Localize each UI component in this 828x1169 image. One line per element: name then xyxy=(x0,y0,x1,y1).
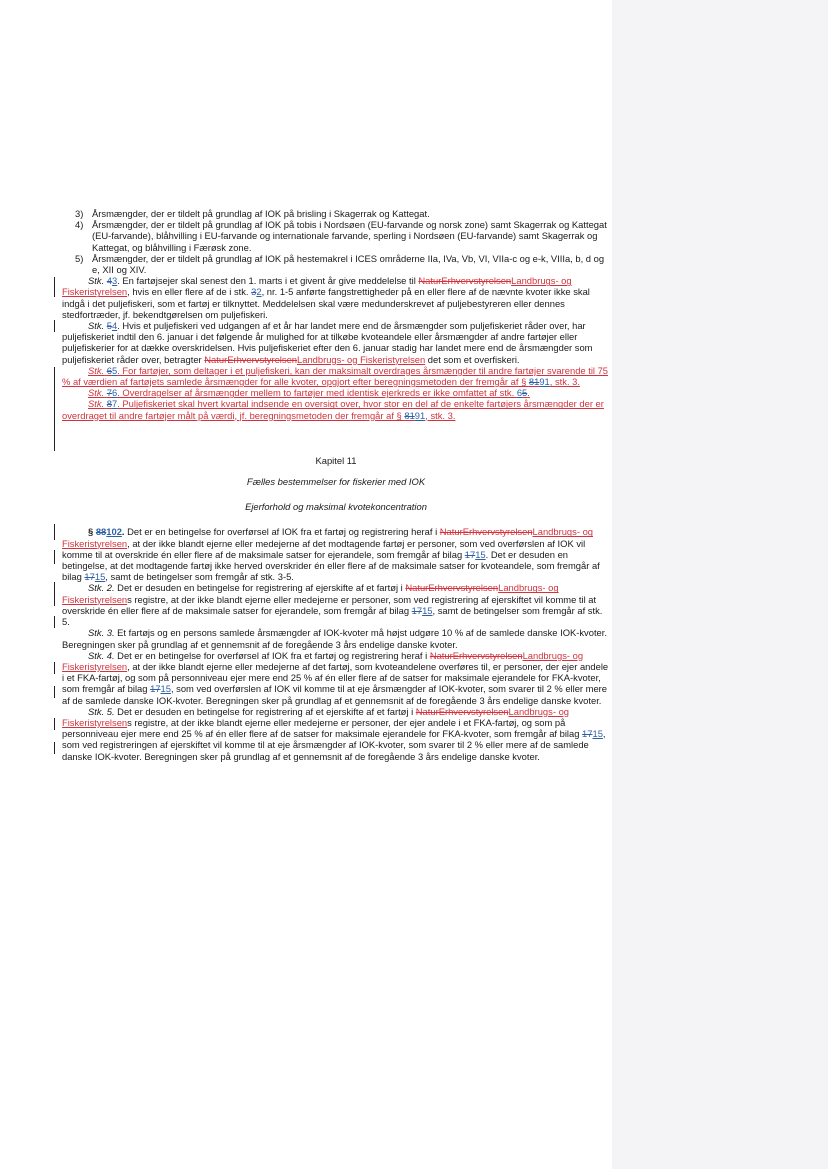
deleted-agency: NaturErhvervstyrelsen xyxy=(439,526,533,538)
section-paragraph-1 xyxy=(62,526,610,582)
paragraph-text: , samt de betingelser som fremgår af stk. 3-5. xyxy=(105,571,294,583)
paragraph-stk-7 xyxy=(62,398,610,420)
deleted-agency: NaturErhvervstyrelsen xyxy=(204,353,298,365)
change-bar xyxy=(54,582,55,606)
paragraph-text: s registre, at der ikke blandt ejerne eller medejerne er personer, der ejer andele i et FKA-fartøj, og som på personniveau ejer mere end 25 % af én eller flere af de satser for maksimale ejerandele for FKA-kvoter, som fremgår af bilag xyxy=(62,716,583,740)
change-bar xyxy=(54,686,55,698)
section-paragraph-4 xyxy=(62,650,610,706)
inserted-reference: 6 xyxy=(516,387,523,399)
paragraph-text: , at der ikke blandt ejerne eller medejerne af det fartøj, som kvoteandelene overføres til, er personer, der ejer andele i et FKA-fartøj, og som på personniveau ejer mere end 25 % af én eller flere af de satser for maksimale ejerandele for FKA-kvoter, som fremgår af bilag xyxy=(62,660,609,695)
deleted-number: 4 xyxy=(106,275,112,287)
list-number: 3) xyxy=(75,208,84,219)
stk-label: Stk. xyxy=(88,398,105,410)
inserted-reference: 2 xyxy=(256,286,262,298)
inserted-agency: Landbrugs- og Fiskeristyrelsen xyxy=(62,526,593,549)
deleted-agency: NaturErhvervstyrelsen xyxy=(415,705,509,717)
change-bar xyxy=(54,662,55,674)
inserted-reference: 91 xyxy=(414,409,426,421)
deleted-reference: 5 xyxy=(522,387,528,399)
deleted-agency: NaturErhvervstyrelsen xyxy=(418,275,512,287)
inserted-reference: 15 xyxy=(160,683,171,695)
paragraph-text: , at der ikke blandt ejerne eller medejerne af det modtagende fartøj er personer, som ved overførslen af IOK vil komme til at overskride én eller flere af de maksimale satser for ejerandele, som fremgår af bilag xyxy=(62,537,586,560)
paragraph-text: Det er desuden en betingelse for registrering af et ejerskifte af et fartøj i xyxy=(114,705,416,717)
chapter-title: Fælles bestemmelser for fiskerier med IOK xyxy=(246,476,426,488)
inserted-agency: Landbrugs- og Fiskeristyrelsen xyxy=(62,582,559,605)
inserted-agency: Landbrugs- og Fiskeristyrelsen xyxy=(62,275,572,298)
list-text: Årsmængder, der er tildelt på grundlag af IOK på brisling i Skagerrak og Kattegat. xyxy=(92,208,430,219)
comment-margin xyxy=(612,0,828,1169)
paragraph-text: Det er desuden en betingelse for registrering af ejerskifte af et fartøj i xyxy=(114,582,406,594)
paragraph-text: . Overdragelser af årsmængder mellem to fartøjer med identisk ejerkreds er ikke omfattet af stk. xyxy=(117,387,517,399)
deleted-number: 8 xyxy=(106,398,112,410)
paragraph-text: , samt de betingelser som fremgår af stk. 5. xyxy=(62,604,603,628)
paragraph-text: s registre, at der ikke blandt ejerne eller medejerne er personer, som ved registrering af ejerskiftet vil komme til at overskride én eller flere af de maksimale satser for ejerandele, som fremgår af bilag xyxy=(62,593,597,616)
deleted-reference: 81 xyxy=(528,376,540,388)
paragraph-text: , som ved registreringen af ejerskiftet vil komme til at eje årsmængder af IOK-kvoter, som svarer til 2 % eller mere af de samlede danske IOK-kvoter. Beregningen sker på grundlag af et gennemsnit af de foregående 3 års endelige danske kvoter. xyxy=(62,728,606,762)
paragraph-text: det som et overfiskeri. xyxy=(425,353,520,365)
section-subtitle: Ejerforhold og maksimal kvotekoncentration xyxy=(245,501,427,513)
paragraph-text: Det er en betingelse for overførsel af IOK fra et fartøj og registrering heraf i xyxy=(114,649,430,661)
deleted-reference: 3 xyxy=(251,286,257,298)
numbered-list xyxy=(62,208,610,275)
deleted-number: 5 xyxy=(106,320,112,332)
deleted-number: 6 xyxy=(106,364,112,376)
change-bar xyxy=(54,718,55,730)
change-bar xyxy=(54,616,55,628)
paragraph-stk-6 xyxy=(62,387,610,398)
inserted-section-number: 102 xyxy=(106,526,122,538)
section-dot: . xyxy=(121,526,125,538)
deleted-agency: NaturErhvervstyrelsen xyxy=(429,649,523,661)
paragraph-text: . Det er desuden en betingelse, at det modtagende fartøj ikke herved overskrider én eller flere af de maksimale satser for kvoteandele, som fremgår af bilag xyxy=(62,548,600,583)
change-bar xyxy=(54,550,55,564)
deleted-reference: 17 xyxy=(84,571,95,583)
list-number: 4) xyxy=(75,219,84,231)
stk-label: Stk. 5. xyxy=(88,705,115,717)
inserted-agency: Landbrugs- og Fiskeristyrelsen xyxy=(62,649,584,672)
paragraph-text: , stk. 3. xyxy=(425,409,456,421)
stk-label: Stk. 3. xyxy=(88,627,115,639)
list-number: 5) xyxy=(75,252,84,264)
inserted-number: 6 xyxy=(111,387,118,399)
paragraph-stk-4 xyxy=(62,320,610,365)
deleted-reference: 17 xyxy=(411,604,423,616)
inserted-reference: 91 xyxy=(539,376,550,388)
inserted-number: 4 xyxy=(111,320,118,332)
stk-label: Stk. 4. xyxy=(88,649,115,661)
paragraph-text: , nr. 1-5 anførte fangstrettigheder på en eller flere af de nævnte kvoter ikke skal indgå i det puljefiskeri, som et fartøj er tilknyttet. Meddelelsen skal være medunderskrevet af puljebestyreren eller dennes stedfortræder, jf. bekendtgørelsen om puljefiskeri. xyxy=(62,286,590,320)
paragraph-text: Et fartøjs og en persons samlede årsmængder af IOK-kvoter må højst udgøre 10 % af de samlede danske IOK-kvoter. Beregningen sker på grundlag af et gennemsnit af de foregående 3 års endelige danske kvoter. xyxy=(62,627,607,650)
change-bar xyxy=(54,742,55,754)
inserted-number: 5 xyxy=(111,364,118,376)
stk-label: Stk. xyxy=(88,320,105,332)
list-item xyxy=(62,219,610,253)
section-sign: § xyxy=(88,526,96,538)
deleted-reference: 17 xyxy=(582,728,593,740)
section-paragraph-5 xyxy=(62,706,610,762)
paragraph-text: . Hvis et puljefiskeri ved udgangen af et år har landet mere end de årsmængder som puljefiskeriet råder over, har puljefiskeriet indtil den 6. januar i det følgende år mulighed for at tilkøbe kvoteandele eller årsmængder af andre fartøjer eller puljefiskerier for at dække overskridelsen. Hvis puljefiskeriet efter den 6. januar stadig har landet mere end de årsmængder som puljefiskeriet råder over, betragter xyxy=(62,320,593,365)
stk-label: Stk. xyxy=(88,275,105,287)
paragraph-stk-5 xyxy=(62,365,610,387)
paragraph-text: , hvis en eller flere af de i stk. xyxy=(127,286,252,298)
change-bar xyxy=(54,524,55,540)
chapter-label: Kapitel 11 xyxy=(315,454,357,466)
paragraph-text: Det er en betingelse for overførsel af IOK fra et fartøj og registrering heraf i xyxy=(124,526,440,538)
list-item xyxy=(62,208,610,219)
inserted-agency: Landbrugs- og Fiskeristyrelsen xyxy=(297,353,426,365)
inserted-reference: 15 xyxy=(592,728,603,740)
paragraph-text: , som ved overførslen af IOK vil komme til at eje årsmængder af IOK-kvoter, som svarer til 2 % eller mere af de samlede danske IOK-kvoter. Beregningen sker på grundlag af et gennemsnit af de foregående 3 års endelige danske kvoter. xyxy=(62,683,608,706)
list-text: Årsmængder, der er tildelt på grundlag af IOK på tobis i Nordsøen (EU-farvande og norsk zone) samt Skagerrak og Kattegat (EU-farvande), blåhvilling i EU-farvande og internationale farvande, sperling i Nordsøen (EU-farvande) samt Skagerrak og Kattegat, og blåhvilling i Færøsk zone. xyxy=(92,219,607,253)
stk-label: Stk. xyxy=(88,387,105,399)
change-bar xyxy=(54,367,55,451)
change-bar xyxy=(54,320,55,332)
inserted-number: 7 xyxy=(111,398,118,410)
deleted-reference: 17 xyxy=(150,683,161,695)
section-paragraph-3 xyxy=(62,627,610,649)
list-item xyxy=(62,253,610,275)
document-page xyxy=(62,208,610,762)
paragraph-stk-3 xyxy=(62,275,610,320)
paragraph-text: . xyxy=(527,387,530,399)
deleted-reference: 81 xyxy=(404,409,415,421)
deleted-section-number: 88 xyxy=(95,526,107,538)
inserted-reference: 15 xyxy=(94,571,106,583)
deleted-agency: NaturErhvervstyrelsen xyxy=(405,582,499,594)
paragraph-text: . Puljefiskeriet skal hvert kvartal indsende en oversigt over, hvor stor en del af de enkelte fartøjers årsmængder der er overdraget til andre fartøjer målt på værdi, jf. beregningsmetoden der fremgår af § xyxy=(62,398,604,421)
deleted-number: 7 xyxy=(106,387,112,399)
inserted-agency: Landbrugs- og Fiskeristyrelsen xyxy=(62,705,569,728)
paragraph-text: . For fartøjer, som deltager i et puljefiskeri, kan der maksimalt overdrages årsmængder til andre fartøjer svarende til 75 % af værdien af fartøjets samlede årsmængder for alle kvoter, opgjort efter beregningsmetoden der fremgår af § xyxy=(62,364,609,388)
stk-label: Stk. xyxy=(88,364,105,376)
deleted-reference: 17 xyxy=(464,548,476,560)
inserted-reference: 15 xyxy=(422,604,433,616)
inserted-block xyxy=(62,365,610,421)
paragraph-text: , stk. 3. xyxy=(549,376,580,388)
inserted-reference: 15 xyxy=(475,548,486,560)
inserted-number: 3 xyxy=(111,275,118,287)
list-text: Årsmængder, der er tildelt på grundlag af IOK på hestemakrel i ICES områderne IIa, IVa, Vb, VI, VIIa-c og e-k, VIIIa, b, d og e, XII og XIV. xyxy=(92,252,605,276)
section-paragraph-2 xyxy=(62,582,610,627)
stk-label: Stk. 2. xyxy=(88,582,115,594)
change-bar xyxy=(54,277,55,297)
paragraph-text: . En fartøjsejer skal senest den 1. marts i et givent år give meddelelse til xyxy=(117,275,419,287)
